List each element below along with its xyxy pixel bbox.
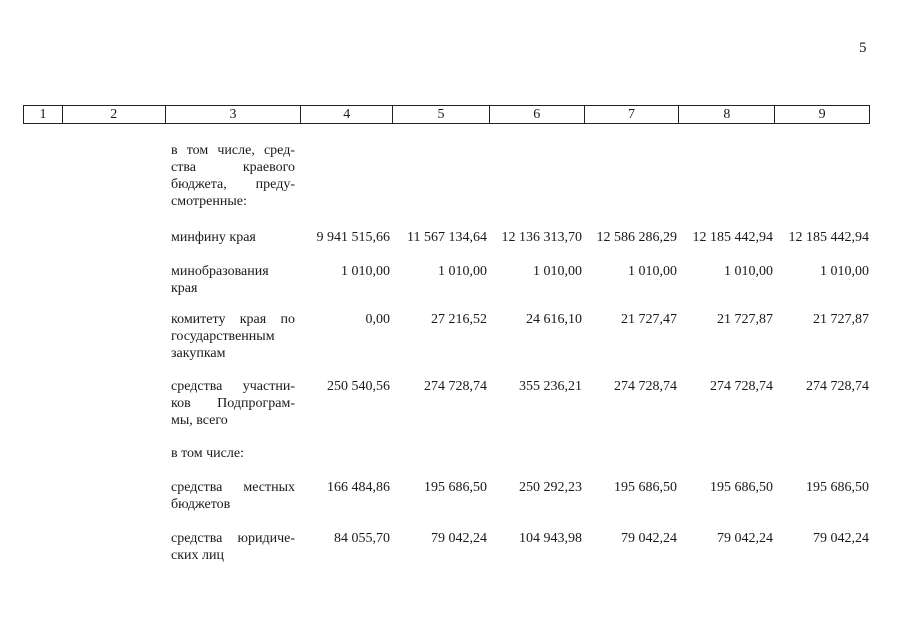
row-label-line: государственным <box>171 329 275 344</box>
row-label-line: смотренные: <box>171 194 247 209</box>
cell-col-6: 1 010,00 <box>533 264 582 279</box>
header-cell-2: 2 <box>63 106 166 123</box>
cell-col-6: 24 616,10 <box>526 312 582 327</box>
row-label-line: закупкам <box>171 346 226 361</box>
row-label-line: средства участни- <box>171 379 295 394</box>
cell-col-4: 84 055,70 <box>334 531 390 546</box>
cell-col-6: 104 943,98 <box>519 531 582 546</box>
cell-col-7: 12 586 286,29 <box>596 230 677 245</box>
cell-col-4: 0,00 <box>365 312 390 327</box>
row-label <box>171 479 295 513</box>
cell-col-5: 195 686,50 <box>424 480 487 495</box>
cell-col-5: 274 728,74 <box>424 379 487 394</box>
cell-col-5: 1 010,00 <box>438 264 487 279</box>
header-cell-3: 3 <box>166 106 302 123</box>
cell-col-7: 274 728,74 <box>614 379 677 394</box>
row-label-line: бюджетов <box>171 497 231 512</box>
row-label-line: комитету края по <box>171 312 295 327</box>
cell-col-9: 21 727,87 <box>813 312 869 327</box>
cell-col-7: 79 042,24 <box>621 531 677 546</box>
cell-col-9: 274 728,74 <box>806 379 869 394</box>
row-label-line: в том числе: <box>171 446 244 461</box>
cell-col-8: 1 010,00 <box>724 264 773 279</box>
row-label-line: ков Подпрограм- <box>171 396 295 411</box>
cell-col-9: 195 686,50 <box>806 480 869 495</box>
cell-col-8: 12 185 442,94 <box>692 230 773 245</box>
header-cell-1: 1 <box>24 106 63 123</box>
row-label <box>171 142 295 210</box>
cell-col-5: 79 042,24 <box>431 531 487 546</box>
row-label <box>171 378 295 429</box>
cell-col-8: 79 042,24 <box>717 531 773 546</box>
cell-col-7: 21 727,47 <box>621 312 677 327</box>
row-label-line: в том числе, сред- <box>171 143 295 158</box>
row-label-line: минфину края <box>171 230 256 245</box>
row-label <box>171 263 295 297</box>
cell-col-5: 27 216,52 <box>431 312 487 327</box>
cell-col-4: 1 010,00 <box>341 264 390 279</box>
cell-col-6: 250 292,23 <box>519 480 582 495</box>
row-label-line: бюджета, преду- <box>171 177 295 192</box>
cell-col-4: 250 540,56 <box>327 379 390 394</box>
row-label-line: ских лиц <box>171 548 224 563</box>
cell-col-7: 1 010,00 <box>628 264 677 279</box>
cell-col-6: 355 236,21 <box>519 379 582 394</box>
row-label-line: средства юридиче- <box>171 531 295 546</box>
cell-col-4: 9 941 515,66 <box>316 230 390 245</box>
header-cell-6: 6 <box>490 106 585 123</box>
cell-col-7: 195 686,50 <box>614 480 677 495</box>
header-cell-5: 5 <box>393 106 490 123</box>
header-cell-8: 8 <box>679 106 775 123</box>
page-number: 5 <box>859 40 867 56</box>
row-label <box>171 445 295 462</box>
cell-col-9: 1 010,00 <box>820 264 869 279</box>
cell-col-6: 12 136 313,70 <box>501 230 582 245</box>
row-label <box>171 229 295 246</box>
row-label-line: минобразования <box>171 264 269 279</box>
header-cell-7: 7 <box>585 106 680 123</box>
cell-col-8: 195 686,50 <box>710 480 773 495</box>
cell-col-8: 21 727,87 <box>717 312 773 327</box>
cell-col-5: 11 567 134,64 <box>407 230 487 245</box>
row-label-line: мы, всего <box>171 413 228 428</box>
row-label <box>171 311 295 362</box>
cell-col-4: 166 484,86 <box>327 480 390 495</box>
row-label-line: средства местных <box>171 480 295 495</box>
cell-col-9: 79 042,24 <box>813 531 869 546</box>
row-label <box>171 530 295 564</box>
row-label-line: края <box>171 281 198 296</box>
header-cell-9: 9 <box>818 107 826 122</box>
header-cell-4: 4 <box>301 106 393 123</box>
cell-col-9: 12 185 442,94 <box>788 230 869 245</box>
row-label-line: ства краевого <box>171 160 295 175</box>
cell-col-8: 274 728,74 <box>710 379 773 394</box>
